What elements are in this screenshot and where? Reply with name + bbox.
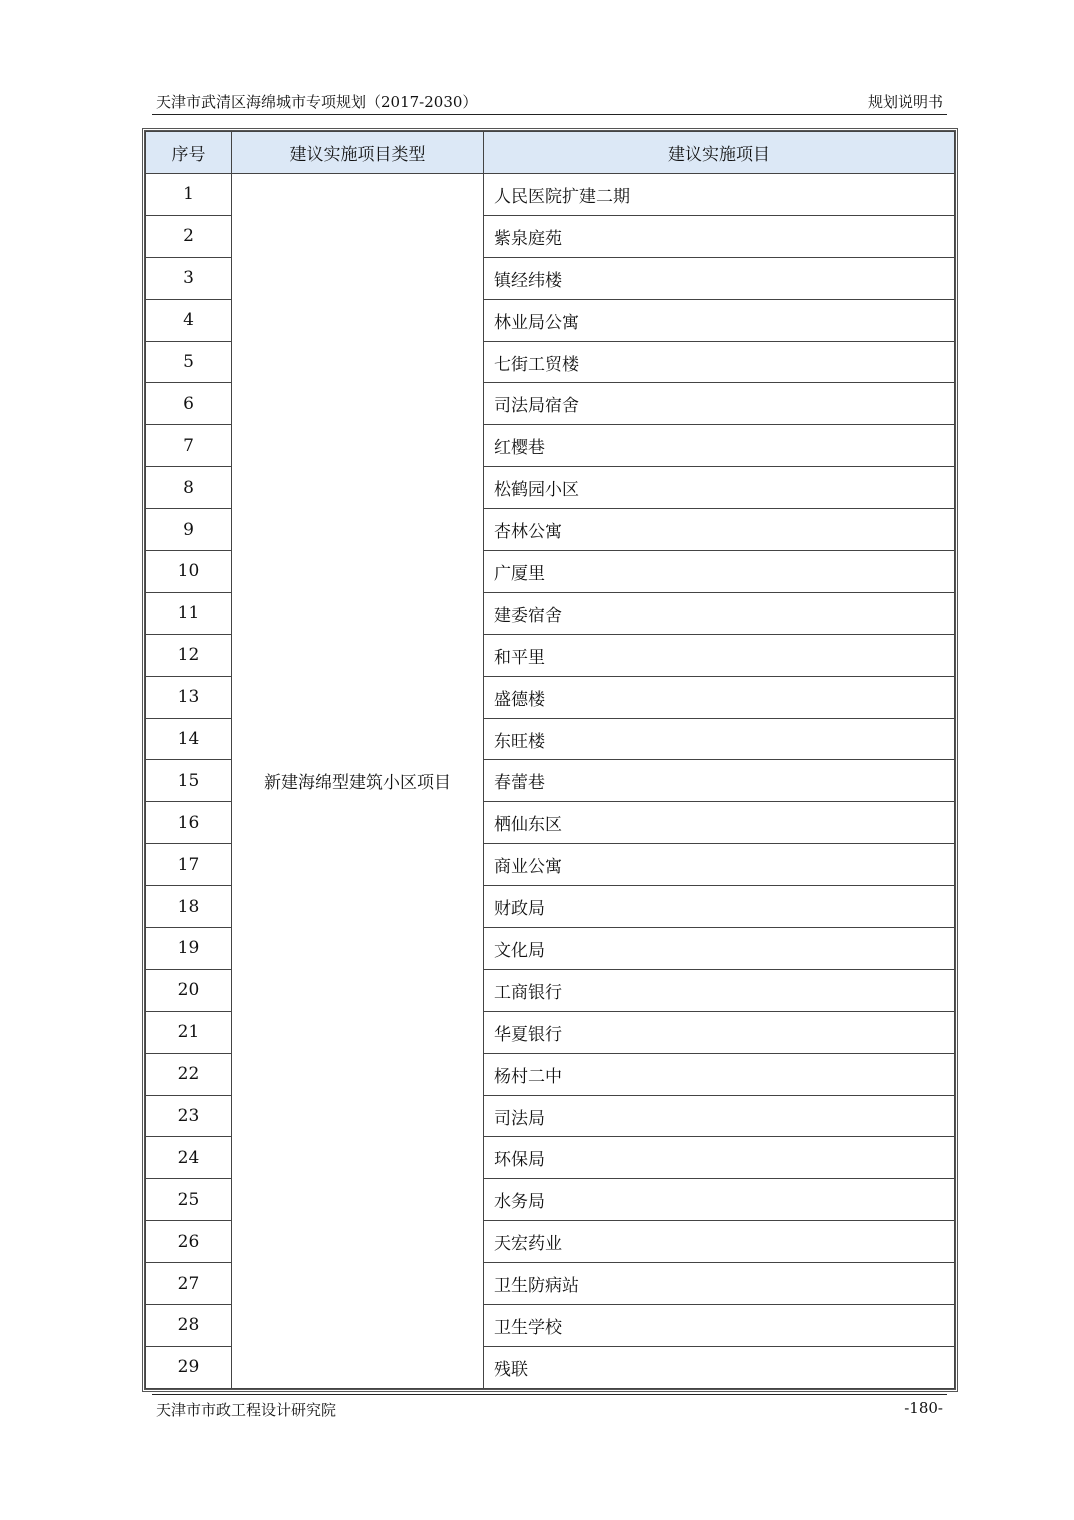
row-number: 8 <box>146 467 232 509</box>
page-header <box>152 88 947 115</box>
project-table <box>145 131 955 1389</box>
table-row <box>146 174 955 216</box>
row-number: 7 <box>146 425 232 467</box>
row-number: 2 <box>146 215 232 257</box>
row-number: 18 <box>146 886 232 928</box>
project-name: 卫生学校 <box>484 1305 955 1347</box>
table-header-row <box>146 132 955 174</box>
project-name: 建委宿舍 <box>484 592 955 634</box>
project-name: 紫泉庭苑 <box>484 215 955 257</box>
row-number: 3 <box>146 257 232 299</box>
project-name: 七街工贸楼 <box>484 341 955 383</box>
row-number: 21 <box>146 1011 232 1053</box>
project-name: 华夏银行 <box>484 1011 955 1053</box>
row-number: 13 <box>146 676 232 718</box>
project-name: 红樱巷 <box>484 425 955 467</box>
row-number: 16 <box>146 802 232 844</box>
row-number: 19 <box>146 928 232 970</box>
row-number: 4 <box>146 299 232 341</box>
row-number: 24 <box>146 1137 232 1179</box>
table-body <box>146 174 955 1389</box>
row-number: 6 <box>146 383 232 425</box>
document-title: 天津市武清区海绵城市专项规划（2017-2030） <box>156 93 478 111</box>
column-header-type: 建议实施项目类型 <box>232 132 484 174</box>
row-number: 25 <box>146 1179 232 1221</box>
project-name: 司法局 <box>484 1095 955 1137</box>
project-name: 司法局宿舍 <box>484 383 955 425</box>
row-number: 11 <box>146 592 232 634</box>
project-name: 财政局 <box>484 886 955 928</box>
row-number: 29 <box>146 1346 232 1388</box>
row-number: 17 <box>146 844 232 886</box>
project-name: 东旺楼 <box>484 718 955 760</box>
row-number: 20 <box>146 969 232 1011</box>
project-name: 栖仙东区 <box>484 802 955 844</box>
row-number: 28 <box>146 1305 232 1347</box>
project-name: 松鹤园小区 <box>484 467 955 509</box>
row-number: 22 <box>146 1053 232 1095</box>
row-number: 23 <box>146 1095 232 1137</box>
column-header-number: 序号 <box>146 132 232 174</box>
project-type-cell: 新建海绵型建筑小区项目 <box>232 174 484 1389</box>
row-number: 12 <box>146 634 232 676</box>
project-name: 水务局 <box>484 1179 955 1221</box>
row-number: 10 <box>146 551 232 593</box>
row-number: 26 <box>146 1221 232 1263</box>
project-name: 广厦里 <box>484 551 955 593</box>
document-type: 规划说明书 <box>867 93 943 111</box>
project-name: 环保局 <box>484 1137 955 1179</box>
project-name: 春蕾巷 <box>484 760 955 802</box>
project-name: 工商银行 <box>484 969 955 1011</box>
project-name: 镇经纬楼 <box>484 257 955 299</box>
page-number: -180- <box>904 1399 943 1417</box>
project-name: 林业局公寓 <box>484 299 955 341</box>
row-number: 9 <box>146 509 232 551</box>
project-name: 和平里 <box>484 634 955 676</box>
column-header-project: 建议实施项目 <box>484 132 955 174</box>
row-number: 27 <box>146 1263 232 1305</box>
row-number: 1 <box>146 174 232 216</box>
organization-name: 天津市市政工程设计研究院 <box>156 1401 337 1419</box>
project-name: 杨村二中 <box>484 1053 955 1095</box>
project-name: 文化局 <box>484 928 955 970</box>
row-number: 5 <box>146 341 232 383</box>
row-number: 15 <box>146 760 232 802</box>
project-name: 天宏药业 <box>484 1221 955 1263</box>
project-table-frame <box>142 128 958 1392</box>
project-name: 商业公寓 <box>484 844 955 886</box>
page-footer <box>152 1394 947 1421</box>
project-name: 盛德楼 <box>484 676 955 718</box>
project-name: 残联 <box>484 1346 955 1388</box>
row-number: 14 <box>146 718 232 760</box>
project-name: 杏林公寓 <box>484 509 955 551</box>
project-name: 卫生防病站 <box>484 1263 955 1305</box>
project-name: 人民医院扩建二期 <box>484 174 955 216</box>
